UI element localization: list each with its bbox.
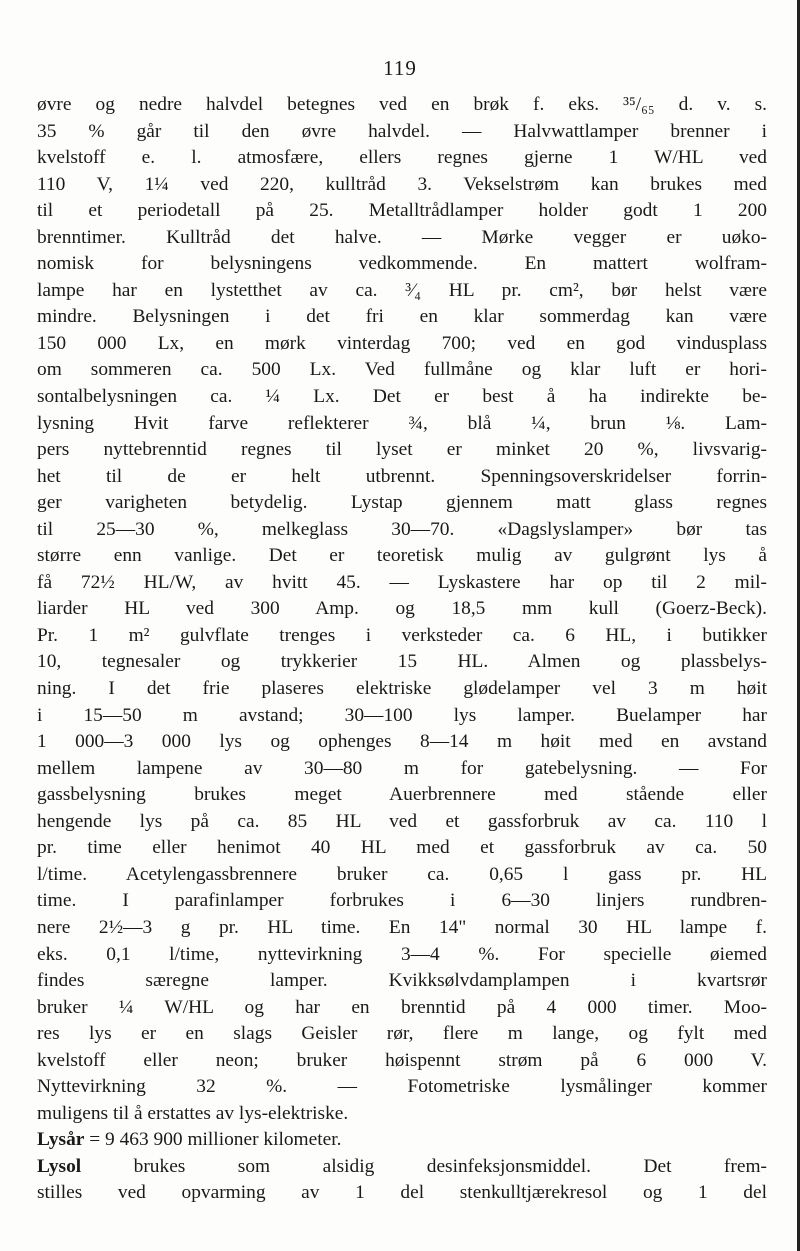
text-line: sontalbelysningen ca. ¼ Lx. Det er best å ha indirekte be- xyxy=(37,386,767,408)
text-line: pers nyttebrenntid regnes til lyset er minket 20 %, livsvarig- xyxy=(37,439,767,461)
text-line: 150 000 Lx, en mørk vinterdag 700; ved en god vindusplass xyxy=(37,332,767,354)
entry-term: Lysår xyxy=(37,1129,85,1151)
text-line: Pr. 1 m² gulvflate trenges i verksteder ca. 6 HL, i butikker xyxy=(37,624,767,646)
text-line: res lys er en slags Geisler rør, flere m lange, og fylt med xyxy=(37,1023,767,1045)
entry-term: Lysol xyxy=(37,1155,82,1177)
text-line: het til de er helt utbrennt. Spenningsoverskridelser forrin- xyxy=(37,465,767,487)
text-line: hengende lys på ca. 85 HL ved et gassforbruk av ca. 110 l xyxy=(37,810,767,832)
text-line: 35 % går til den øvre halvdel. — Halvwattlamper brenner i xyxy=(37,120,767,142)
text-line: 110 V, 1¼ ved 220, kulltråd 3. Vekselstrøm kan brukes med xyxy=(37,173,767,195)
entry-definition: = 9 463 900 millioner kilometer. xyxy=(84,1129,342,1151)
text-line: l/time. Acetylengassbrennere bruker ca. 0,65 l gass pr. HL xyxy=(37,863,767,885)
text-line: ning. I det frie plaseres elektriske glødelamper vel 3 m høit xyxy=(37,678,767,700)
text-line: brenntimer. Kulltråd det halve. — Mørke vegger er uøko- xyxy=(37,226,767,248)
entry-definition: brukes som alsidig desinfeksjonsmiddel. Det frem- xyxy=(81,1155,767,1177)
page-number: 119 xyxy=(383,56,417,80)
text-line: om sommeren ca. 500 Lx. Ved fullmåne og klar luft er hori- xyxy=(37,359,767,381)
text-line: i 15—50 m avstand; 30—100 lys lamper. Buelamper har xyxy=(37,704,767,726)
text-line: til et periodetall på 25. Metalltrådlamper holder godt 1 200 xyxy=(37,200,767,222)
text-line: findes særegne lamper. Kvikksølvdamplampen i kvartsrør xyxy=(37,970,767,992)
text-line: ger varigheten betydelig. Lystap gjennem matt glass regnes xyxy=(37,492,767,514)
text-line: eks. 0,1 l/time, nyttevirkning 3—4 %. For specielle øiemed xyxy=(37,943,767,965)
text-line: liarder HL ved 300 Amp. og 18,5 mm kull (Goerz-Beck). xyxy=(37,598,767,620)
text-line: mellem lampene av 30—80 m for gatebelysning. — For xyxy=(37,757,767,779)
text-line: 1 000—3 000 lys og ophenges 8—14 m høit med en avstand xyxy=(37,731,767,753)
text-line: stilles ved opvarming av 1 del stenkulltjærekresol og 1 del xyxy=(37,1182,767,1204)
text-line: mindre. Belysningen i det fri en klar sommerdag kan være xyxy=(37,306,767,328)
text-line: kvelstoff e. l. atmosfære, ellers regnes gjerne 1 W/HL ved xyxy=(37,147,767,169)
text-line: til 25—30 %, melkeglass 30—70. «Dagslyslamper» bør tas xyxy=(37,518,767,540)
text-line: Nyttevirkning 32 %. — Fotometriske lysmålinger kommer xyxy=(37,1076,767,1098)
text-line: gassbelysning brukes meget Auerbrennere med stående eller xyxy=(37,784,767,806)
text-line: nere 2½—3 g pr. HL time. En 14" normal 30 HL lampe f. xyxy=(37,916,767,938)
text-line: nomisk for belysningens vedkommende. En mattert wolfram- xyxy=(37,253,767,275)
text-line: lampe har en lystetthet av ca. ³⁄₄ HL pr. cm², bør helst være xyxy=(37,279,767,301)
text-line: pr. time eller henimot 40 HL med et gassforbruk av ca. 50 xyxy=(37,837,767,859)
body-text xyxy=(37,92,767,1207)
entry-lysol xyxy=(37,1154,767,1181)
text-line: kvelstoff eller neon; bruker høispennt strøm på 6 000 V. xyxy=(37,1049,767,1071)
text-line: bruker ¼ W/HL og har en brenntid på 4 000 timer. Moo- xyxy=(37,996,767,1018)
text-line: 10, tegnesaler og trykkerier 15 HL. Almen og plassbelys- xyxy=(37,651,767,673)
text-line: større enn vanlige. Det er teoretisk mulig av gulgrønt lys å xyxy=(37,545,767,567)
text-line: muligens til å erstattes av lys-elektriske. xyxy=(37,1102,349,1124)
text-line: få 72½ HL/W, av hvitt 45. — Lyskastere har op til 2 mil- xyxy=(37,571,767,593)
entry-lysar xyxy=(37,1127,767,1154)
text-line: lysning Hvit farve reflekterer ¾, blå ¼, brun ⅛. Lam- xyxy=(37,412,767,434)
text-line: time. I parafinlamper forbrukes i 6—30 linjers rundbren- xyxy=(37,890,767,912)
text-line: øvre og nedre halvdel betegnes ved en brøk f. eks. ³⁵/₆₅ d. v. s. xyxy=(37,94,767,115)
